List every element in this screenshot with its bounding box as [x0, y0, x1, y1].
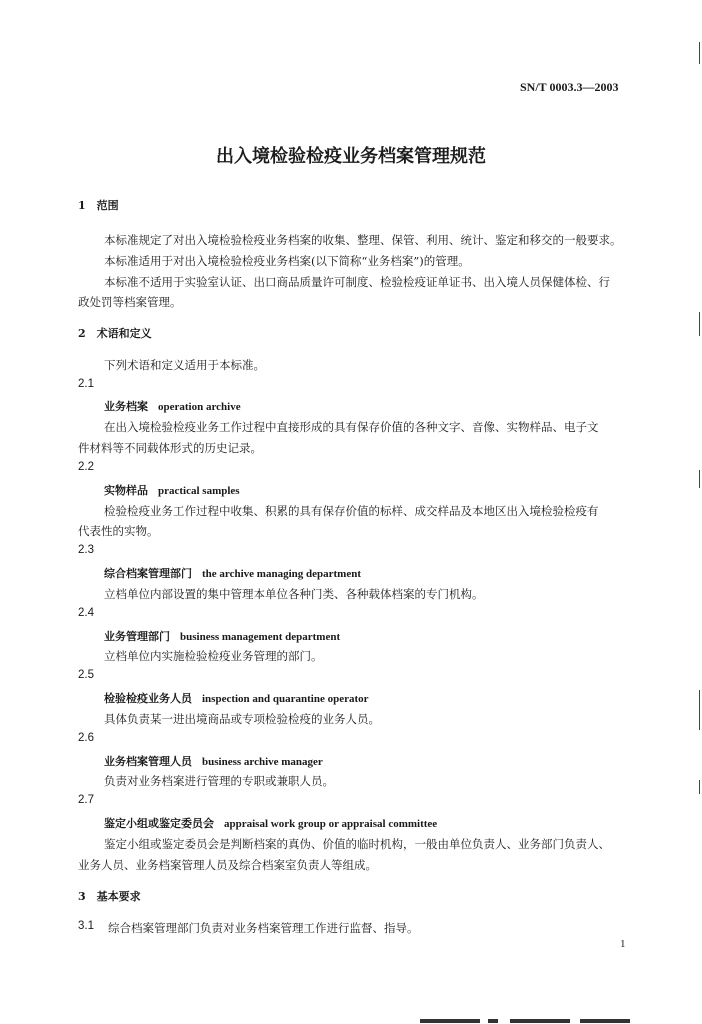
term-en: appraisal work group or appraisal committee	[224, 818, 438, 830]
term-definition: 检验检疫业务工作过程中收集、积累的具有保存价值的标样、成交样品及本地区出入境检验检疫有	[104, 504, 599, 518]
scan-artifact	[510, 1019, 570, 1023]
clause-text: 综合档案管理部门负责对业务档案管理工作进行监督、指导。	[108, 921, 419, 935]
term-definition: 立档单位内实施检验检疫业务管理的部门。	[104, 649, 323, 663]
term-number: 2.6	[78, 732, 94, 744]
page-number: 1	[620, 938, 626, 950]
scan-artifact	[420, 1019, 480, 1023]
term-heading	[104, 815, 437, 831]
term-en: inspection and quarantine operator	[202, 693, 369, 705]
clause-number: 3.1	[78, 920, 94, 932]
term-heading	[104, 753, 323, 769]
section-1-paragraph: 本标准不适用于实验室认证、出口商品质量许可制度、检验检疫证单证书、出入境人员保健体检、行	[104, 275, 610, 289]
term-definition: 件材料等不同载体形式的历史记录。	[78, 441, 262, 455]
term-definition: 鉴定小组或鉴定委员会是判断档案的真伪、价值的临时机构，一般由单位负责人、业务部门负责人、	[104, 837, 610, 851]
standard-number: SN/T 0003.3—2003	[520, 80, 619, 94]
scan-margin-mark	[699, 470, 700, 488]
section-2-intro: 下列术语和定义适用于本标准。	[104, 358, 265, 372]
term-en: practical samples	[158, 485, 240, 497]
term-heading	[104, 398, 241, 414]
term-cn: 实物样品	[104, 484, 148, 497]
term-definition: 业务人员、业务档案管理人员及综合档案室负责人等组成。	[78, 858, 377, 872]
term-number: 2.7	[78, 794, 94, 806]
term-definition: 代表性的实物。	[78, 524, 159, 538]
section-1-heading: 1 范围	[78, 199, 119, 212]
term-heading	[104, 690, 369, 706]
scan-margin-mark	[699, 780, 700, 794]
term-cn: 综合档案管理部门	[104, 567, 192, 580]
scan-margin-mark	[699, 690, 700, 730]
section-3-heading: 3 基本要求	[78, 890, 141, 903]
term-en: operation archive	[158, 401, 241, 413]
term-number: 2.5	[78, 669, 94, 681]
term-cn: 检验检疫业务人员	[104, 692, 192, 705]
term-number: 2.2	[78, 461, 94, 473]
scan-artifact	[580, 1019, 630, 1023]
section-1-paragraph: 本标准规定了对出入境检验检疫业务档案的收集、整理、保管、利用、统计、鉴定和移交的一般要求。	[104, 233, 622, 247]
section-1-paragraph: 本标准适用于对出入境检验检疫业务档案(以下简称“业务档案”)的管理。	[104, 254, 470, 268]
term-en: business archive manager	[202, 756, 323, 768]
term-en: the archive managing department	[202, 568, 361, 580]
section-1-paragraph: 政处罚等档案管理。	[78, 295, 182, 309]
term-cn: 鉴定小组或鉴定委员会	[104, 817, 214, 830]
scan-margin-mark	[699, 42, 700, 64]
term-definition: 具体负责某一进出境商品或专项检验检疫的业务人员。	[104, 712, 380, 726]
scan-margin-mark	[699, 312, 700, 336]
term-cn: 业务档案	[104, 400, 148, 413]
term-definition: 在出入境检验检疫业务工作过程中直接形成的具有保存价值的各种文字、音像、实物样品、电子文	[104, 420, 599, 434]
term-heading	[104, 565, 361, 581]
section-2-heading: 2 术语和定义	[78, 327, 152, 340]
scan-artifact	[488, 1019, 498, 1023]
term-cn: 业务管理部门	[104, 630, 170, 643]
term-en: business management department	[180, 631, 341, 643]
term-heading	[104, 628, 340, 644]
term-definition: 立档单位内部设置的集中管理本单位各种门类、各种载体档案的专门机构。	[104, 587, 484, 601]
term-number: 2.4	[78, 607, 94, 619]
term-definition: 负责对业务档案进行管理的专职或兼职人员。	[104, 774, 334, 788]
term-number: 2.1	[78, 378, 94, 390]
term-heading	[104, 482, 240, 498]
document-title: 出入境检验检疫业务档案管理规范	[216, 146, 486, 167]
term-cn: 业务档案管理人员	[104, 755, 192, 768]
term-number: 2.3	[78, 544, 94, 556]
